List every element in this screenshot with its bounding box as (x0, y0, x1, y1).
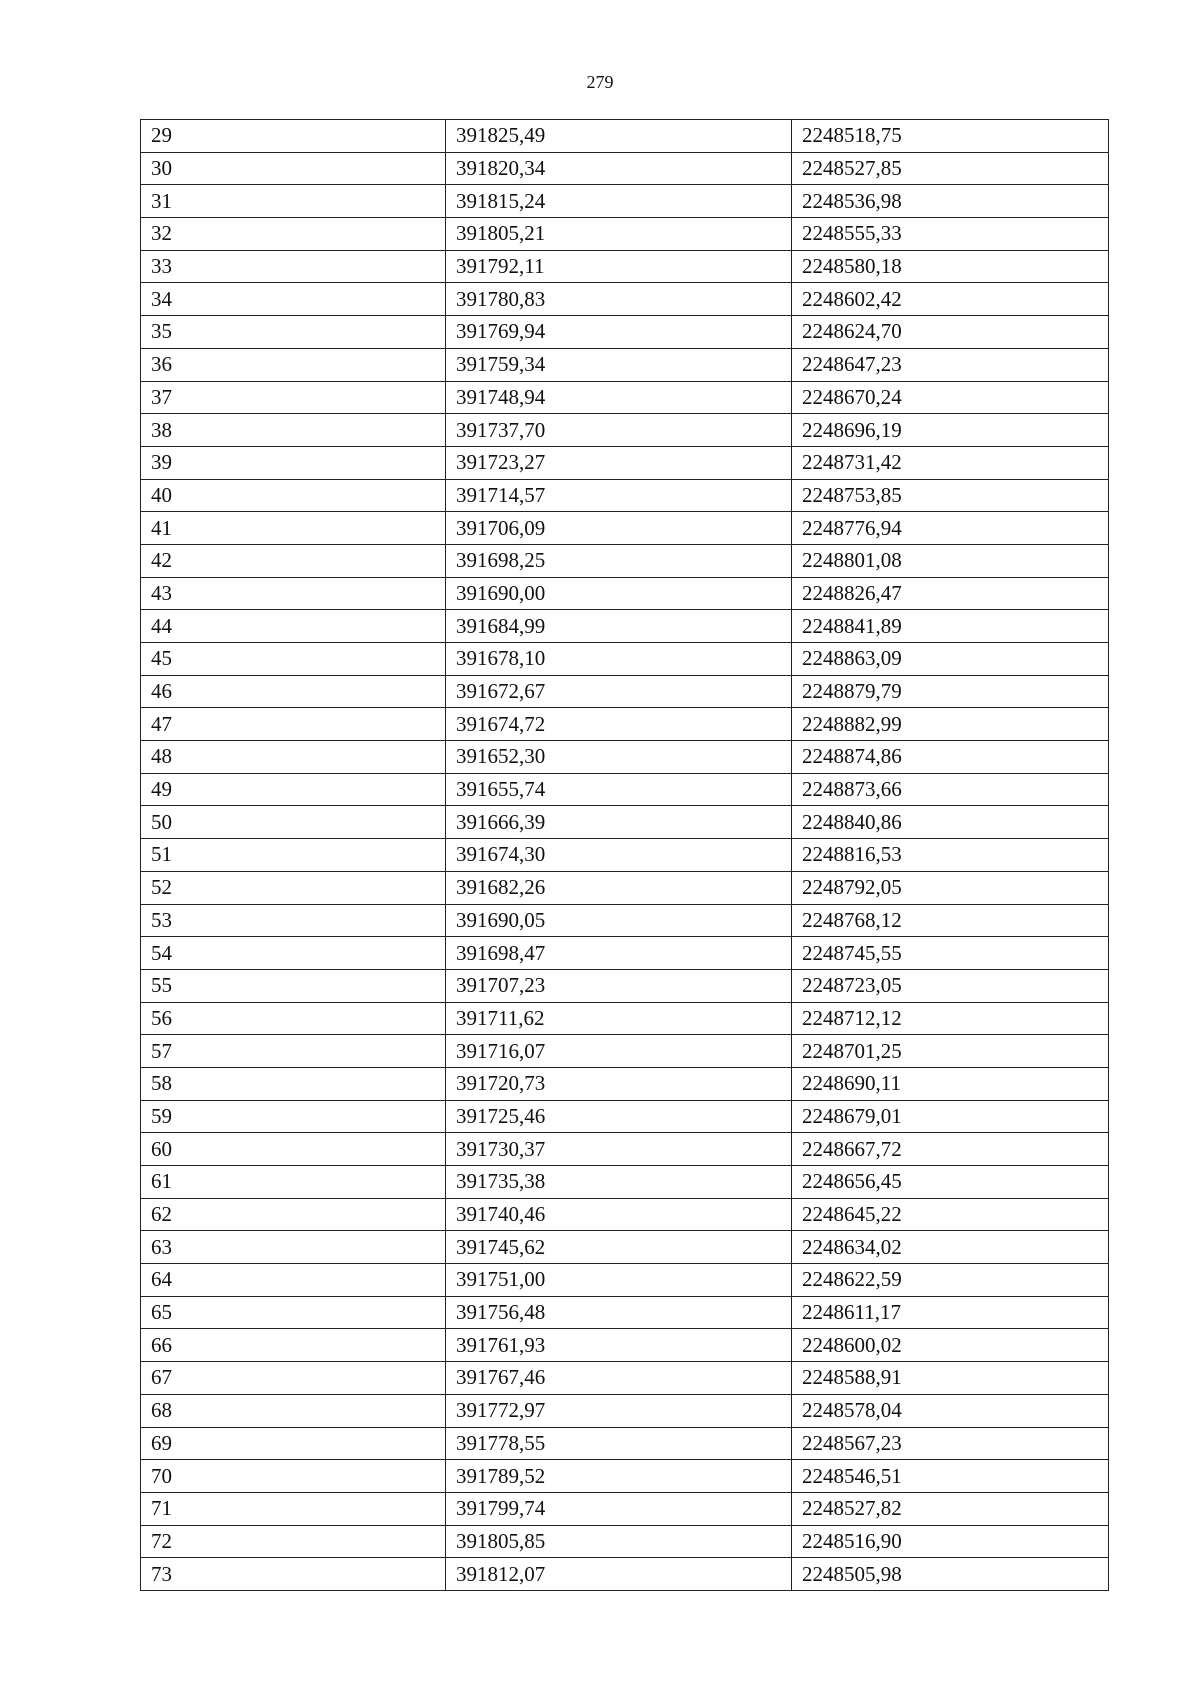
point-number-cell: 50 (141, 806, 446, 839)
point-number-cell: 71 (141, 1492, 446, 1525)
point-number-cell: 31 (141, 185, 446, 218)
x-coordinate-cell: 391678,10 (446, 643, 792, 676)
x-coordinate-cell: 391714,57 (446, 479, 792, 512)
x-coordinate-cell: 391799,74 (446, 1492, 792, 1525)
x-coordinate-cell: 391720,73 (446, 1067, 792, 1100)
y-coordinate-cell: 2248826,47 (792, 577, 1109, 610)
coordinates-table (140, 119, 1109, 1591)
point-number-cell: 54 (141, 937, 446, 970)
x-coordinate-cell: 391820,34 (446, 152, 792, 185)
y-coordinate-cell: 2248696,19 (792, 414, 1109, 447)
y-coordinate-cell: 2248580,18 (792, 250, 1109, 283)
point-number-cell: 46 (141, 675, 446, 708)
x-coordinate-cell: 391684,99 (446, 610, 792, 643)
x-coordinate-cell: 391772,97 (446, 1394, 792, 1427)
point-number-cell: 35 (141, 316, 446, 349)
x-coordinate-cell: 391780,83 (446, 283, 792, 316)
x-coordinate-cell: 391756,48 (446, 1296, 792, 1329)
table-row (141, 185, 1109, 218)
x-coordinate-cell: 391652,30 (446, 741, 792, 774)
page-number: 279 (586, 72, 614, 92)
x-coordinate-cell: 391740,46 (446, 1198, 792, 1231)
x-coordinate-cell: 391690,05 (446, 904, 792, 937)
table-row (141, 446, 1109, 479)
y-coordinate-cell: 2248656,45 (792, 1166, 1109, 1199)
point-number-cell: 64 (141, 1264, 446, 1297)
table-row (141, 1427, 1109, 1460)
point-number-cell: 73 (141, 1558, 446, 1591)
y-coordinate-cell: 2248841,89 (792, 610, 1109, 643)
x-coordinate-cell: 391805,85 (446, 1525, 792, 1558)
point-number-cell: 37 (141, 381, 446, 414)
x-coordinate-cell: 391672,67 (446, 675, 792, 708)
point-number-cell: 56 (141, 1002, 446, 1035)
table-row (141, 218, 1109, 251)
point-number-cell: 51 (141, 839, 446, 872)
point-number-cell: 62 (141, 1198, 446, 1231)
x-coordinate-cell: 391655,74 (446, 773, 792, 806)
x-coordinate-cell: 391730,37 (446, 1133, 792, 1166)
point-number-cell: 60 (141, 1133, 446, 1166)
x-coordinate-cell: 391789,52 (446, 1460, 792, 1493)
x-coordinate-cell: 391761,93 (446, 1329, 792, 1362)
x-coordinate-cell: 391698,25 (446, 544, 792, 577)
table-row (141, 741, 1109, 774)
point-number-cell: 44 (141, 610, 446, 643)
y-coordinate-cell: 2248873,66 (792, 773, 1109, 806)
table-row (141, 610, 1109, 643)
x-coordinate-cell: 391707,23 (446, 969, 792, 1002)
table-row (141, 1394, 1109, 1427)
table-row (141, 414, 1109, 447)
table-row (141, 1362, 1109, 1395)
y-coordinate-cell: 2248645,22 (792, 1198, 1109, 1231)
x-coordinate-cell: 391725,46 (446, 1100, 792, 1133)
point-number-cell: 33 (141, 250, 446, 283)
point-number-cell: 41 (141, 512, 446, 545)
table-row (141, 969, 1109, 1002)
table-row (141, 577, 1109, 610)
y-coordinate-cell: 2248505,98 (792, 1558, 1109, 1591)
table-row (141, 348, 1109, 381)
point-number-cell: 42 (141, 544, 446, 577)
x-coordinate-cell: 391812,07 (446, 1558, 792, 1591)
x-coordinate-cell: 391735,38 (446, 1166, 792, 1199)
table-row (141, 1002, 1109, 1035)
table-row (141, 871, 1109, 904)
x-coordinate-cell: 391737,70 (446, 414, 792, 447)
table-row (141, 643, 1109, 676)
y-coordinate-cell: 2248527,82 (792, 1492, 1109, 1525)
table-row (141, 1296, 1109, 1329)
y-coordinate-cell: 2248611,17 (792, 1296, 1109, 1329)
y-coordinate-cell: 2248874,86 (792, 741, 1109, 774)
table-row (141, 1035, 1109, 1068)
y-coordinate-cell: 2248624,70 (792, 316, 1109, 349)
y-coordinate-cell: 2248567,23 (792, 1427, 1109, 1460)
point-number-cell: 63 (141, 1231, 446, 1264)
y-coordinate-cell: 2248745,55 (792, 937, 1109, 970)
point-number-cell: 34 (141, 283, 446, 316)
y-coordinate-cell: 2248516,90 (792, 1525, 1109, 1558)
table-row (141, 120, 1109, 153)
y-coordinate-cell: 2248667,72 (792, 1133, 1109, 1166)
x-coordinate-cell: 391674,30 (446, 839, 792, 872)
table-row (141, 152, 1109, 185)
table-row (141, 479, 1109, 512)
table-row (141, 512, 1109, 545)
y-coordinate-cell: 2248776,94 (792, 512, 1109, 545)
point-number-cell: 45 (141, 643, 446, 676)
point-number-cell: 59 (141, 1100, 446, 1133)
point-number-cell: 49 (141, 773, 446, 806)
x-coordinate-cell: 391706,09 (446, 512, 792, 545)
y-coordinate-cell: 2248879,79 (792, 675, 1109, 708)
y-coordinate-cell: 2248701,25 (792, 1035, 1109, 1068)
table-row (141, 839, 1109, 872)
table-row (141, 316, 1109, 349)
x-coordinate-cell: 391690,00 (446, 577, 792, 610)
point-number-cell: 68 (141, 1394, 446, 1427)
x-coordinate-cell: 391748,94 (446, 381, 792, 414)
y-coordinate-cell: 2248690,11 (792, 1067, 1109, 1100)
table-row (141, 1100, 1109, 1133)
y-coordinate-cell: 2248555,33 (792, 218, 1109, 251)
table-row (141, 675, 1109, 708)
table-row (141, 544, 1109, 577)
point-number-cell: 69 (141, 1427, 446, 1460)
point-number-cell: 61 (141, 1166, 446, 1199)
point-number-cell: 30 (141, 152, 446, 185)
x-coordinate-cell: 391769,94 (446, 316, 792, 349)
y-coordinate-cell: 2248768,12 (792, 904, 1109, 937)
x-coordinate-cell: 391805,21 (446, 218, 792, 251)
point-number-cell: 66 (141, 1329, 446, 1362)
point-number-cell: 43 (141, 577, 446, 610)
y-coordinate-cell: 2248723,05 (792, 969, 1109, 1002)
y-coordinate-cell: 2248546,51 (792, 1460, 1109, 1493)
x-coordinate-cell: 391723,27 (446, 446, 792, 479)
y-coordinate-cell: 2248840,86 (792, 806, 1109, 839)
point-number-cell: 65 (141, 1296, 446, 1329)
y-coordinate-cell: 2248634,02 (792, 1231, 1109, 1264)
y-coordinate-cell: 2248670,24 (792, 381, 1109, 414)
table-row (141, 1198, 1109, 1231)
point-number-cell: 32 (141, 218, 446, 251)
table-row (141, 1231, 1109, 1264)
x-coordinate-cell: 391751,00 (446, 1264, 792, 1297)
x-coordinate-cell: 391674,72 (446, 708, 792, 741)
table-row (141, 1133, 1109, 1166)
point-number-cell: 29 (141, 120, 446, 153)
x-coordinate-cell: 391666,39 (446, 806, 792, 839)
point-number-cell: 58 (141, 1067, 446, 1100)
table-row (141, 250, 1109, 283)
table-row (141, 1329, 1109, 1362)
y-coordinate-cell: 2248679,01 (792, 1100, 1109, 1133)
y-coordinate-cell: 2248816,53 (792, 839, 1109, 872)
table-row (141, 1166, 1109, 1199)
table-row (141, 1067, 1109, 1100)
x-coordinate-cell: 391767,46 (446, 1362, 792, 1395)
y-coordinate-cell: 2248527,85 (792, 152, 1109, 185)
y-coordinate-cell: 2248882,99 (792, 708, 1109, 741)
coordinates-table-body (141, 120, 1109, 1591)
x-coordinate-cell: 391792,11 (446, 250, 792, 283)
table-row (141, 904, 1109, 937)
y-coordinate-cell: 2248518,75 (792, 120, 1109, 153)
x-coordinate-cell: 391825,49 (446, 120, 792, 153)
x-coordinate-cell: 391682,26 (446, 871, 792, 904)
y-coordinate-cell: 2248622,59 (792, 1264, 1109, 1297)
y-coordinate-cell: 2248647,23 (792, 348, 1109, 381)
point-number-cell: 52 (141, 871, 446, 904)
point-number-cell: 48 (141, 741, 446, 774)
table-row (141, 1264, 1109, 1297)
y-coordinate-cell: 2248731,42 (792, 446, 1109, 479)
y-coordinate-cell: 2248600,02 (792, 1329, 1109, 1362)
y-coordinate-cell: 2248536,98 (792, 185, 1109, 218)
x-coordinate-cell: 391815,24 (446, 185, 792, 218)
y-coordinate-cell: 2248588,91 (792, 1362, 1109, 1395)
x-coordinate-cell: 391759,34 (446, 348, 792, 381)
y-coordinate-cell: 2248712,12 (792, 1002, 1109, 1035)
x-coordinate-cell: 391716,07 (446, 1035, 792, 1068)
point-number-cell: 70 (141, 1460, 446, 1493)
point-number-cell: 53 (141, 904, 446, 937)
point-number-cell: 47 (141, 708, 446, 741)
point-number-cell: 36 (141, 348, 446, 381)
point-number-cell: 72 (141, 1525, 446, 1558)
point-number-cell: 38 (141, 414, 446, 447)
table-row (141, 1525, 1109, 1558)
y-coordinate-cell: 2248801,08 (792, 544, 1109, 577)
table-row (141, 381, 1109, 414)
y-coordinate-cell: 2248602,42 (792, 283, 1109, 316)
y-coordinate-cell: 2248863,09 (792, 643, 1109, 676)
table-row (141, 283, 1109, 316)
x-coordinate-cell: 391745,62 (446, 1231, 792, 1264)
y-coordinate-cell: 2248792,05 (792, 871, 1109, 904)
table-row (141, 773, 1109, 806)
table-row (141, 806, 1109, 839)
point-number-cell: 39 (141, 446, 446, 479)
table-row (141, 1492, 1109, 1525)
table-row (141, 708, 1109, 741)
x-coordinate-cell: 391698,47 (446, 937, 792, 970)
y-coordinate-cell: 2248753,85 (792, 479, 1109, 512)
table-row (141, 1460, 1109, 1493)
point-number-cell: 67 (141, 1362, 446, 1395)
x-coordinate-cell: 391711,62 (446, 1002, 792, 1035)
y-coordinate-cell: 2248578,04 (792, 1394, 1109, 1427)
point-number-cell: 40 (141, 479, 446, 512)
table-row (141, 1558, 1109, 1591)
point-number-cell: 55 (141, 969, 446, 1002)
point-number-cell: 57 (141, 1035, 446, 1068)
x-coordinate-cell: 391778,55 (446, 1427, 792, 1460)
table-row (141, 937, 1109, 970)
